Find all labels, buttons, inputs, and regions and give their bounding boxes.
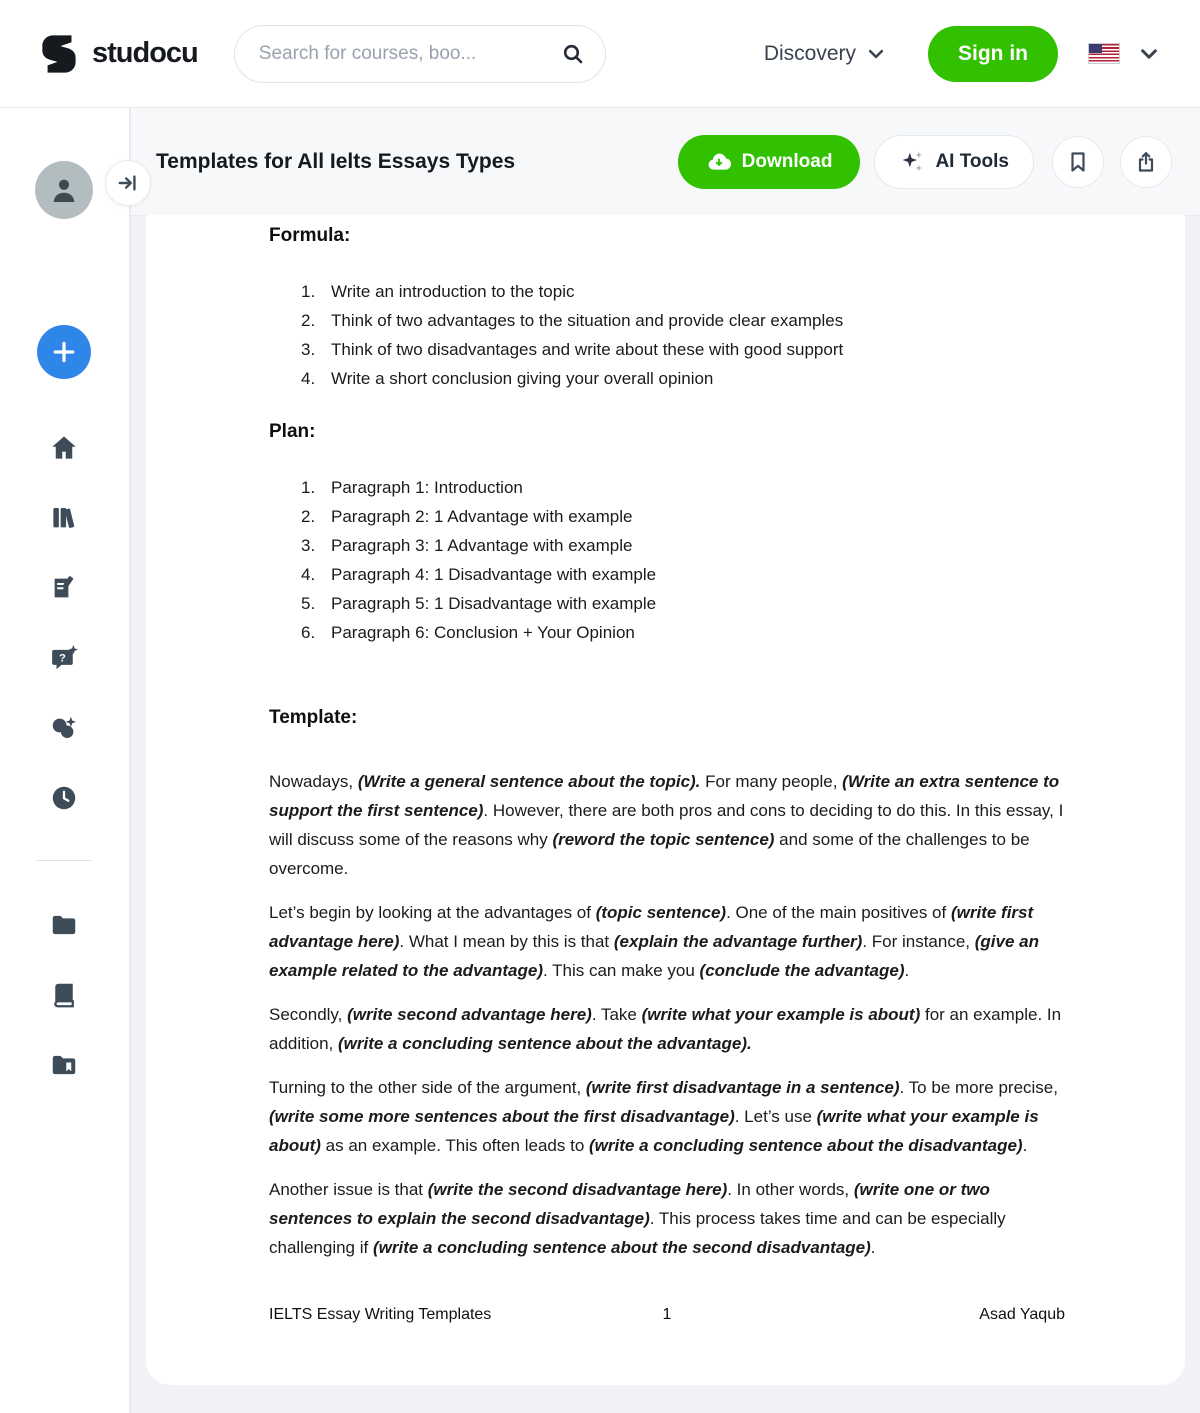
sidebar [0, 108, 131, 1413]
cloud-download-icon [706, 149, 732, 175]
bookmark-icon [1066, 150, 1090, 174]
home-icon [49, 433, 79, 463]
search-box[interactable] [234, 25, 606, 83]
sidebar-item-books[interactable] [47, 978, 81, 1012]
chat-question-icon [49, 643, 79, 673]
share-icon [1134, 150, 1158, 174]
page-title: Templates for All Ielts Essays Types [156, 149, 516, 173]
footer-title: IELTS Essay Writing Templates [269, 1306, 492, 1323]
person-icon [47, 173, 81, 207]
template-paragraph-1: Nowadays, (Write a general sentence about the topic). For many people, (Write an extra sentence to support the first sentence). However, there are both pros and cons to deciding to do this. In this essay, I will discuss some of the reasons why (reword the topic sentence) and some of the challenges to be overcome. [269, 772, 1064, 878]
sidebar-item-ask-ai[interactable] [47, 641, 81, 675]
studocu-logo-icon [40, 33, 82, 75]
content-area [131, 108, 1200, 1413]
svg-text:?: ? [59, 652, 66, 665]
folder-icon [49, 910, 79, 940]
people-sparkle-icon [49, 713, 79, 743]
list-item: 5. Paragraph 5: 1 Disadvantage with example [301, 594, 657, 613]
book-icon [49, 980, 79, 1010]
list-item: 4. Paragraph 4: 1 Disadvantage with example [301, 565, 657, 584]
template-paragraph-5: Another issue is that (write the second disadvantage here). In other words, (write one or two sentences to explain the second disadvantage). This process takes time and can be especially challenging if (write a concluding sentence about the second disadvantage). [269, 1180, 1006, 1257]
download-button[interactable] [678, 135, 861, 189]
sidebar-item-notes[interactable] [47, 571, 81, 605]
document-viewer [131, 215, 1200, 1413]
template-paragraph-2: Let’s begin by looking at the advantages of (topic sentence). One of the main positives of (write first advantage here). What I mean by this is that (explain the advantage further). For instance, (give an example related to the advantage). This can make you (conclude the advantage). [269, 903, 1039, 980]
footer-page-number: 1 [662, 1306, 672, 1323]
list-item: 6. Paragraph 6: Conclusion + Your Opinion [301, 623, 635, 642]
search-input[interactable] [259, 43, 561, 65]
plus-icon [51, 339, 77, 365]
template-heading: Template: [269, 707, 358, 728]
discovery-label: Discovery [763, 41, 856, 65]
list-item: 1. Paragraph 1: Introduction [301, 478, 523, 497]
language-selector[interactable] [1088, 43, 1160, 65]
sign-in-button[interactable]: Sign in [928, 26, 1058, 82]
list-item: 4. Write a short conclusion giving your overall opinion [301, 369, 714, 388]
library-books-icon [49, 503, 79, 533]
chevron-down-icon [866, 44, 886, 64]
bookmark-button[interactable] [1052, 136, 1104, 188]
collapse-sidebar-icon [117, 172, 139, 194]
document-header [131, 108, 1200, 215]
list-item: 2. Think of two advantages to the situation and provide clear examples [301, 311, 844, 330]
document-page [146, 215, 1185, 1385]
user-avatar[interactable] [35, 161, 93, 219]
us-flag-icon [1088, 43, 1120, 64]
share-button[interactable] [1120, 136, 1172, 188]
plan-heading: Plan: [269, 421, 316, 442]
top-navbar [0, 0, 1200, 108]
list-item: 3. Paragraph 3: 1 Advantage with example [301, 536, 633, 555]
list-item: 1. Write an introduction to the topic [301, 282, 575, 301]
main-area [0, 108, 1200, 1413]
list-item: 2. Paragraph 2: 1 Advantage with example [301, 507, 633, 526]
formula-list [269, 277, 1065, 393]
list-item: 3. Think of two disadvantages and write about these with good support [301, 340, 844, 359]
chevron-down-icon [1138, 43, 1160, 65]
footer-author: Asad Yaqub [979, 1306, 1065, 1323]
template-paragraph-3: Secondly, (write second advantage here). Take (write what your example is about) for an example. In addition, (write a concluding sentence about the advantage). [269, 1005, 1062, 1053]
sidebar-item-folders[interactable] [47, 908, 81, 942]
ai-tools-label: AI Tools [935, 150, 1009, 172]
discovery-menu[interactable] [764, 42, 886, 66]
sidebar-divider [36, 860, 92, 861]
sidebar-item-social[interactable] [47, 711, 81, 745]
formula-heading: Formula: [269, 225, 351, 246]
template-paragraph-4: Turning to the other side of the argument, (write first disadvantage in a sentence). To be more precise, (write some more sentences about the first disadvantage). Let’s use (write what your example is about) as an example. This often leads to (write a concluding sentence about the disadvantage). [269, 1078, 1058, 1155]
plan-list [269, 473, 1065, 647]
studocu-logo[interactable] [40, 33, 198, 75]
sidebar-item-library[interactable] [47, 501, 81, 535]
folder-bookmark-icon [49, 1050, 79, 1080]
page-footer [269, 1306, 1065, 1324]
sidebar-item-recent[interactable] [47, 781, 81, 815]
sidebar-item-saved[interactable] [47, 1048, 81, 1082]
ai-sparkle-icon [899, 149, 925, 175]
search-icon[interactable] [561, 42, 585, 66]
clock-icon [49, 783, 79, 813]
add-new-button[interactable] [37, 325, 91, 379]
expand-sidebar-button[interactable] [105, 160, 151, 206]
notes-edit-icon [49, 573, 79, 603]
download-label: Download [741, 150, 833, 172]
ai-tools-button[interactable] [874, 135, 1034, 189]
sidebar-item-home[interactable] [47, 431, 81, 465]
logo-wordmark: studocu [92, 37, 198, 69]
